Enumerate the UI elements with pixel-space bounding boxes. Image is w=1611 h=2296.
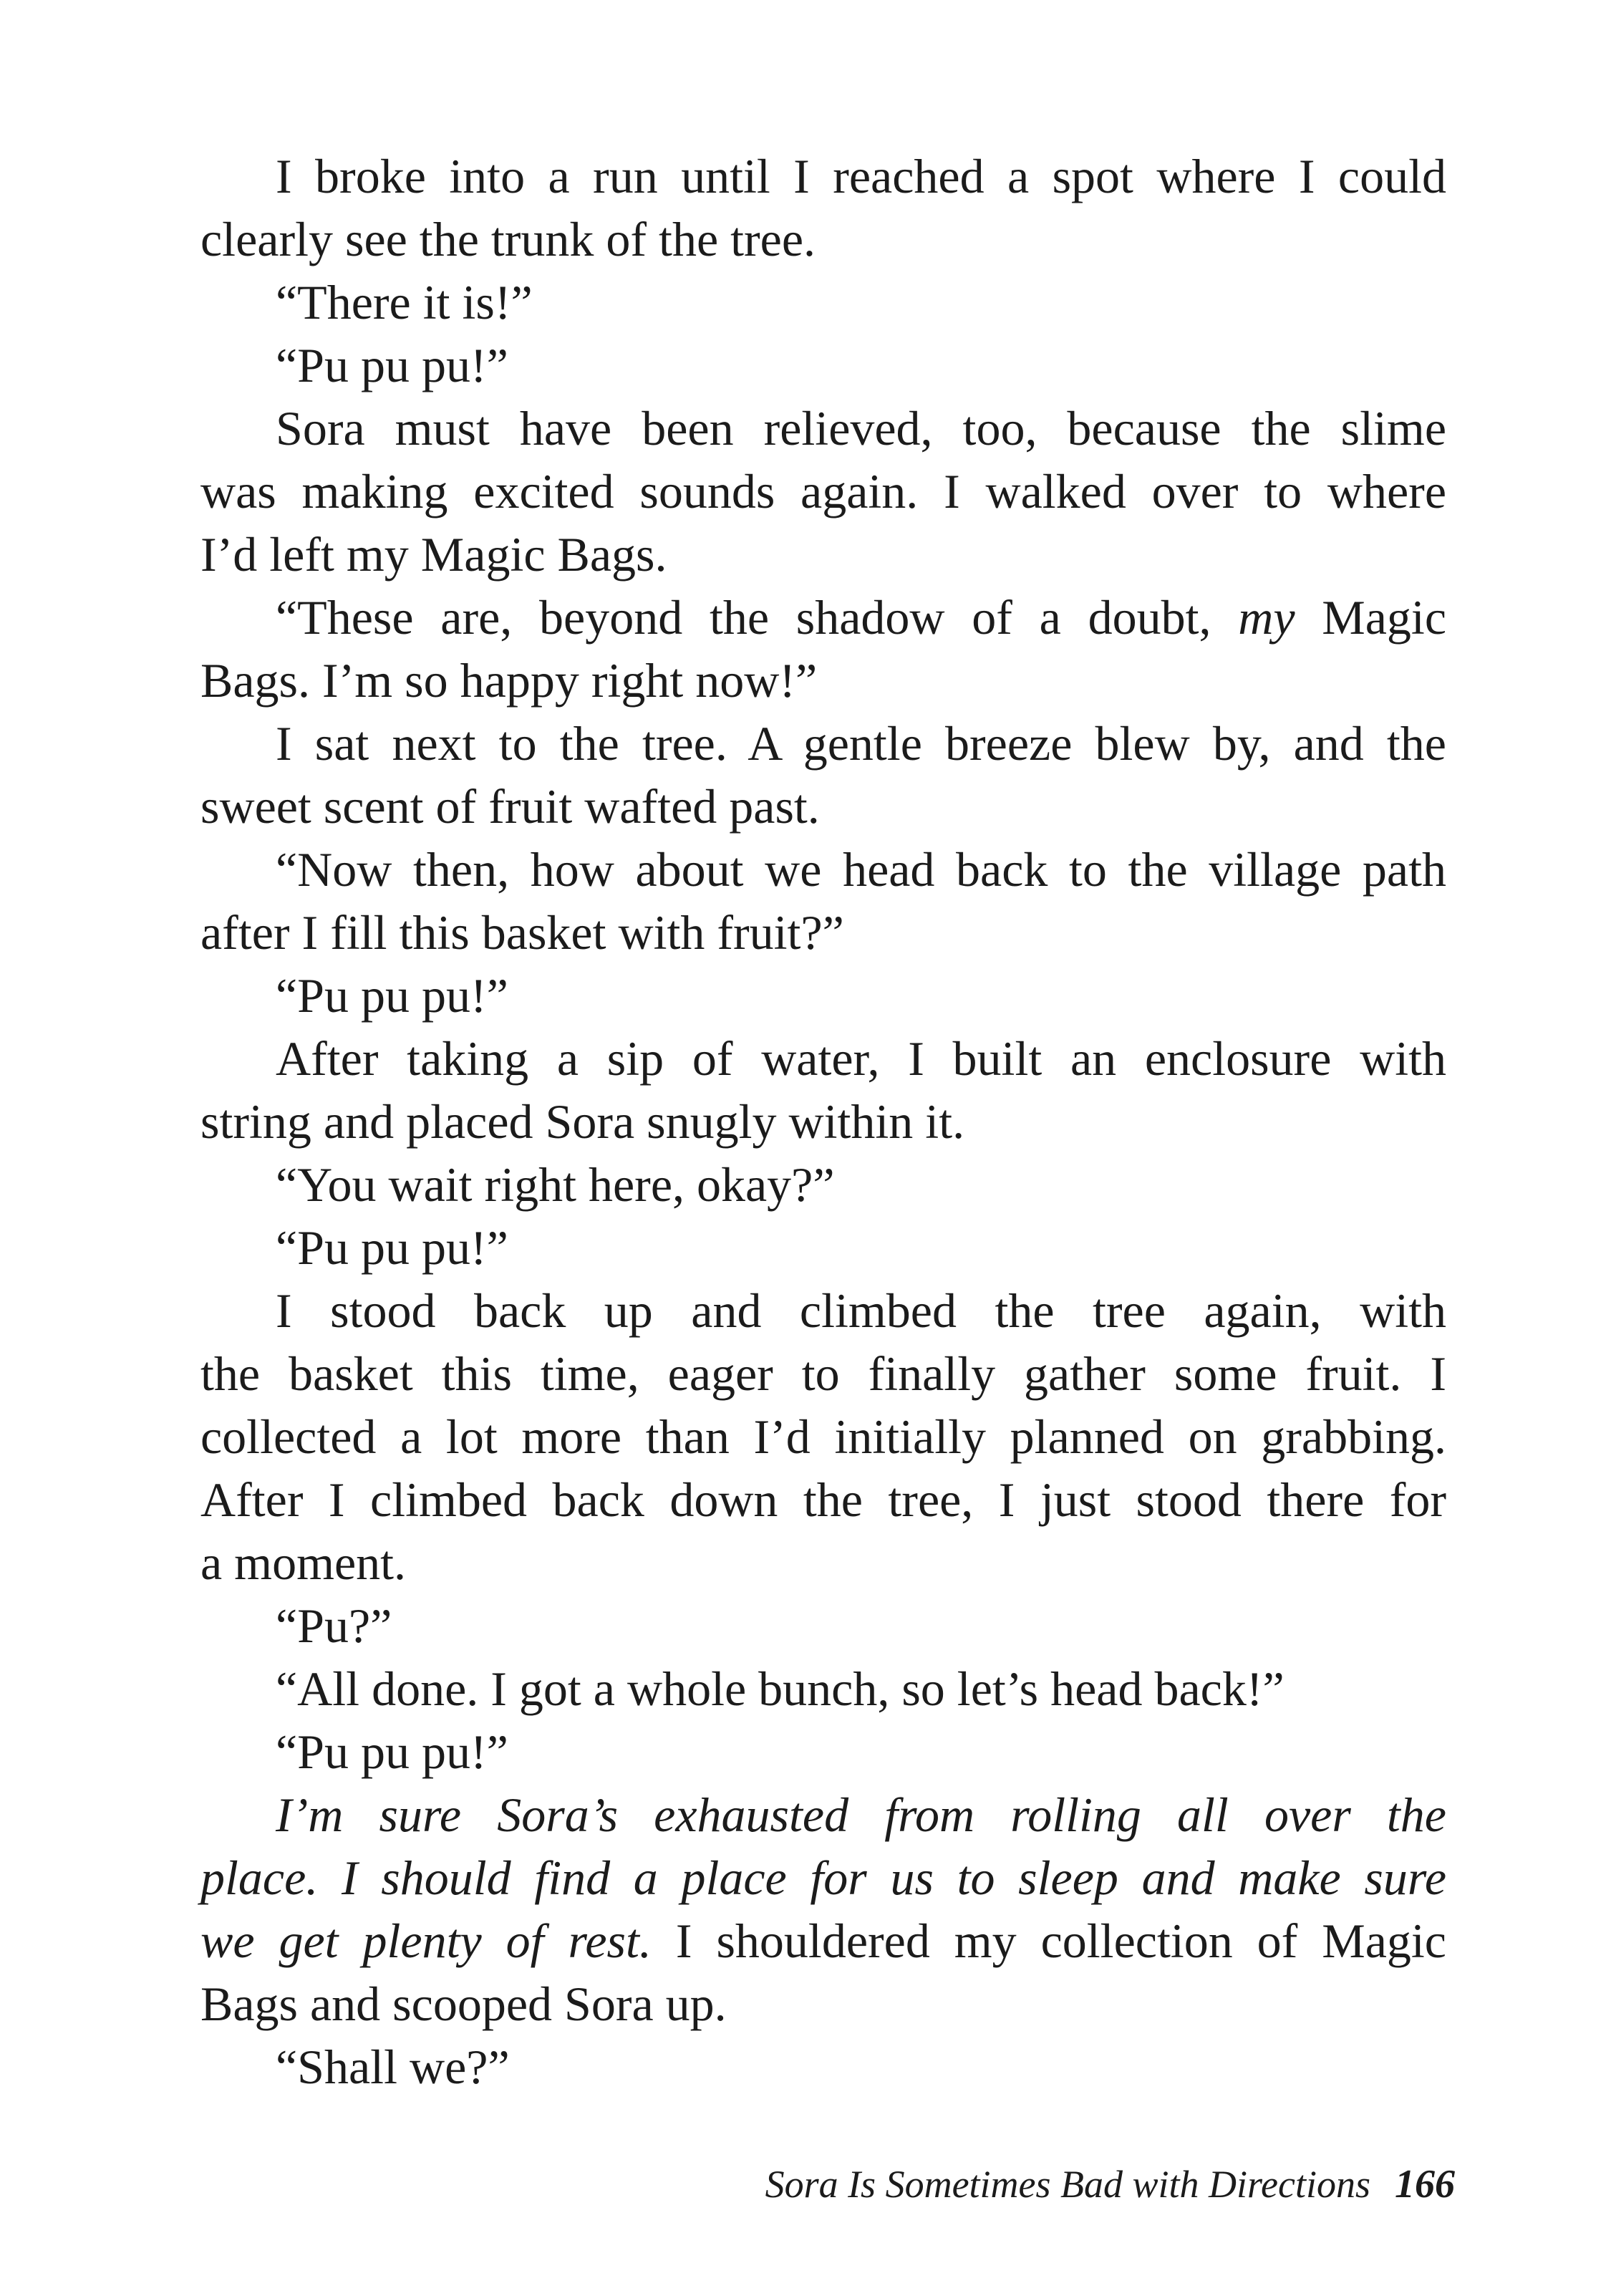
text-segment: I stood back up and climbed the tree again, with bbox=[276, 1283, 1446, 1338]
text-line bbox=[200, 1468, 1446, 1531]
text-segment: sweet scent of fruit wafted past. bbox=[200, 779, 820, 834]
text-line bbox=[200, 523, 1446, 586]
text-line bbox=[200, 649, 1446, 712]
page-number: 166 bbox=[1395, 2162, 1455, 2206]
italic-text-segment: my bbox=[1238, 590, 1295, 645]
text-line bbox=[200, 1909, 1446, 1972]
text-line bbox=[200, 1279, 1446, 1342]
text-segment: “These are, beyond the shadow of a doubt, bbox=[276, 590, 1239, 645]
page-footer bbox=[765, 2161, 1455, 2207]
text-line bbox=[200, 1342, 1446, 1405]
text-segment: was making excited sounds again. I walked over to where bbox=[200, 464, 1446, 518]
text-line bbox=[200, 964, 1446, 1027]
text-line bbox=[200, 145, 1446, 208]
text-line bbox=[200, 586, 1446, 649]
text-line bbox=[200, 1153, 1446, 1216]
text-line bbox=[200, 1531, 1446, 1594]
text-line bbox=[200, 208, 1446, 271]
text-segment: After I climbed back down the tree, I just stood there for bbox=[200, 1472, 1446, 1527]
text-segment: I’d left my Magic Bags. bbox=[200, 527, 667, 582]
text-segment: “You wait right here, okay?” bbox=[276, 1157, 835, 1212]
text-line bbox=[200, 1027, 1446, 1090]
italic-text-segment: I’m sure Sora’s exhausted from rolling all over the bbox=[276, 1788, 1446, 1842]
text-line bbox=[200, 1090, 1446, 1153]
text-line bbox=[200, 1594, 1446, 1657]
text-segment: “Pu?” bbox=[276, 1598, 392, 1653]
text-segment: I sat next to the tree. A gentle breeze blew by, and the bbox=[276, 716, 1446, 771]
text-segment: clearly see the trunk of the tree. bbox=[200, 212, 816, 266]
text-segment: Bags and scooped Sora up. bbox=[200, 1977, 727, 2031]
text-segment: string and placed Sora snugly within it. bbox=[200, 1094, 965, 1149]
text-segment: “Now then, how about we head back to the village path bbox=[276, 842, 1446, 897]
text-segment: I broke into a run until I reached a spot where I could bbox=[276, 149, 1446, 203]
text-line bbox=[200, 334, 1446, 397]
text-segment: Sora must have been relieved, too, because the slime bbox=[276, 401, 1446, 455]
text-line bbox=[200, 271, 1446, 334]
text-segment: “Shall we?” bbox=[276, 2040, 510, 2094]
text-line bbox=[200, 1657, 1446, 1720]
text-line bbox=[200, 1846, 1446, 1909]
page-body-text bbox=[200, 145, 1446, 2098]
text-segment: “Pu pu pu!” bbox=[276, 338, 508, 392]
text-segment: collected a lot more than I’d initially planned on grabbing. bbox=[200, 1409, 1446, 1464]
text-segment: “Pu pu pu!” bbox=[276, 968, 508, 1023]
text-segment: after I fill this basket with fruit?” bbox=[200, 905, 844, 960]
text-segment: a moment. bbox=[200, 1535, 407, 1590]
italic-text-segment: place. I should find a place for us to sleep and make sure bbox=[200, 1851, 1446, 1905]
text-line bbox=[200, 460, 1446, 523]
text-line bbox=[200, 775, 1446, 838]
text-segment: “Pu pu pu!” bbox=[276, 1220, 508, 1275]
text-line bbox=[200, 1720, 1446, 1783]
text-line bbox=[200, 1405, 1446, 1468]
text-line bbox=[200, 838, 1446, 901]
text-line bbox=[200, 397, 1446, 460]
text-line bbox=[200, 712, 1446, 775]
running-title: Sora Is Sometimes Bad with Directions bbox=[765, 2163, 1370, 2206]
text-segment: the basket this time, eager to finally gather some fruit. I bbox=[200, 1346, 1446, 1401]
text-line bbox=[200, 1783, 1446, 1846]
text-line bbox=[200, 1216, 1446, 1279]
text-segment: Bags. I’m so happy right now!” bbox=[200, 653, 818, 708]
text-line bbox=[200, 1972, 1446, 2035]
text-segment: “Pu pu pu!” bbox=[276, 1725, 508, 1779]
italic-text-segment: we get plenty of rest. bbox=[200, 1914, 652, 1968]
text-line bbox=[200, 901, 1446, 964]
text-segment: I shouldered my collection of Magic bbox=[651, 1914, 1446, 1968]
text-segment: After taking a sip of water, I built an enclosure with bbox=[276, 1031, 1446, 1086]
text-segment: “There it is!” bbox=[276, 275, 533, 329]
text-segment: “All done. I got a whole bunch, so let’s head back!” bbox=[276, 1661, 1285, 1716]
text-segment: Magic bbox=[1295, 590, 1447, 645]
text-line bbox=[200, 2035, 1446, 2098]
